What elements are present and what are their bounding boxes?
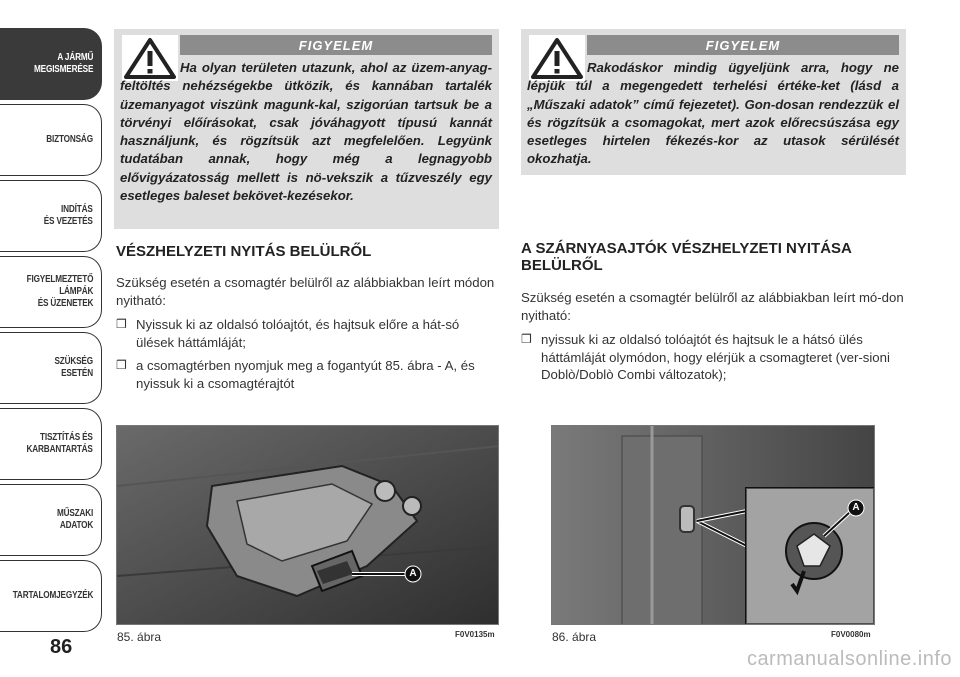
figure-85-image <box>116 425 499 625</box>
section-intro: Szükség esetén a csomagtér belülről az alábbiakban leírt módon nyitható: <box>116 275 495 308</box>
callout-marker-a: A <box>409 568 417 579</box>
section-heading-emergency-open: VÉSZHELYZETI NYITÁS BELÜLRŐL <box>116 243 372 260</box>
checkbox-bullet-icon: ❒ <box>521 332 532 346</box>
page-number: 86 <box>50 636 73 658</box>
warning-banner: FIGYELEM <box>180 35 492 55</box>
tab-label: INDÍTÁS ÉS VEZETÉS <box>44 204 93 227</box>
trunk-latch-illustration <box>117 426 499 625</box>
section-heading-wing-doors: A SZÁRNYASAJTÓK VÉSZHELYZETI NYITÁSA BELÜLRŐL <box>521 240 852 274</box>
list-item-text: nyissuk ki az oldalsó tolóajtót és hajtsuk le a hátsó ülés háttámláját olymódon, hogy elérjük a csomagteret (ver-sioni Doblò/Doblò Combi változatok); <box>541 332 890 382</box>
list-item <box>116 316 501 351</box>
list-item <box>521 331 911 384</box>
list-item-text: Nyissuk ki az oldalsó tolóajtót, és hajtsuk előre a hát-só ülések háttámláját; <box>136 317 460 350</box>
warning-text: Ha olyan területen utazunk, ahol az üzem-anyag-feltöltés nehézségekbe ütközik, és kannában tartalék üzemanyagot viszünk magunk-kal, szigorúan tartsuk be a törvényi előírásokat, csak jóváhagyott típusú kannát használjunk, és rögzítsük azt megfelelően. Legyünk tudatában annak, hogy még a legnagyobb elővigyázatosság mellett is nö-vekszik a tűzveszély egy esetleges baleset bekövet-kezésekor. <box>120 60 492 204</box>
tab-label: SZÜKSÉG ESETÉN <box>54 356 93 379</box>
figure-caption: 85. ábra <box>117 630 162 644</box>
warning-text: Rakodáskor mindig ügyeljünk arra, hogy ne lépjük túl a megengedett terhelési értéke-ket (lásd a „Műszaki adatok” című fejezetet). Gon-dosan rendezzük el és rögzítsük a csomagokat, mert azok előrecsúszása egy esetleges hirtelen fékezés-kor az utasok sérülését okozhatja. <box>527 60 899 167</box>
list-item-text: a csomagtérben nyomjuk meg a fogantyút 85. ábra - A, és nyissuk ki a csomagtérajtót <box>136 358 475 391</box>
tab-warning-lights[interactable] <box>0 256 102 328</box>
checkbox-bullet-icon: ❒ <box>116 358 127 372</box>
instruction-list <box>521 331 911 390</box>
figure-code: F0V0135m <box>455 630 495 639</box>
tab-label: FIGYELMEZTETŐ LÁMPÁK ÉS ÜZENETEK <box>26 274 93 309</box>
tab-label: BIZTONSÁG <box>46 134 93 145</box>
tab-starting-driving[interactable] <box>0 180 102 252</box>
warning-box-loading <box>521 29 906 175</box>
instruction-list <box>116 316 501 398</box>
tab-safety[interactable] <box>0 104 102 176</box>
tab-emergency[interactable] <box>0 332 102 404</box>
tab-vehicle-overview[interactable] <box>0 28 102 100</box>
figure-code: F0V0080m <box>831 630 871 639</box>
wing-door-handle-illustration <box>552 426 875 625</box>
tab-label: TISZTÍTÁS ÉS KARBANTARTÁS <box>26 432 93 455</box>
warning-box-fuel <box>114 29 499 229</box>
checkbox-bullet-icon: ❒ <box>116 317 127 331</box>
section-intro: Szükség esetén a csomagtér belülről az alábbiakban leírt mó-don nyitható: <box>521 290 904 323</box>
tab-label: A JÁRMŰ MEGISMERÉSE <box>33 52 93 75</box>
warning-banner: FIGYELEM <box>587 35 899 55</box>
callout-marker-a: A <box>852 502 860 513</box>
figure-86-image <box>551 425 875 625</box>
tab-index[interactable] <box>0 560 102 632</box>
tab-label: MŰSZAKI ADATOK <box>56 508 93 531</box>
list-item <box>116 357 501 392</box>
tab-maintenance[interactable] <box>0 408 102 480</box>
tab-technical-data[interactable] <box>0 484 102 556</box>
figure-caption: 86. ábra <box>552 630 597 644</box>
tab-label: TARTALOMJEGYZÉK <box>12 590 93 601</box>
watermark: carmanualsonline.info <box>746 648 952 670</box>
